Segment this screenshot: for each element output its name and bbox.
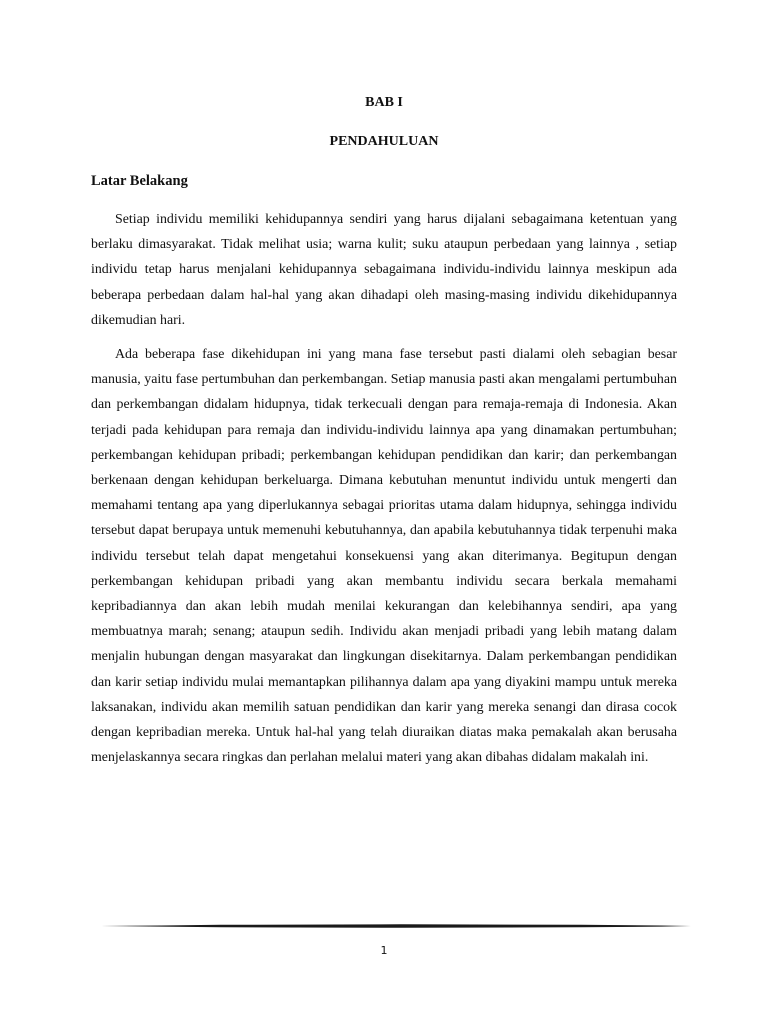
page-number: 1 — [380, 944, 388, 957]
chapter-title: PENDAHULUAN — [329, 134, 439, 149]
chapter-number: BAB I — [365, 95, 403, 110]
body-paragraph-1: Setiap individu memiliki kehidupannya sendiri yang harus dijalani sebagaimana ketentuan yang berlaku dimasyarakat. Tidak melihat usia; warna kulit; suku ataupun perbedaan yang lainnya , setiap individu tetap harus menjalani kehidupannya sebagaimana individu-individu lainnya meskipun ada beberapa perbedaan dalam hal-hal yang akan dihadapi oleh masing-masing individu dikehidupannya dikemudian hari. — [91, 212, 677, 328]
section-heading: Latar Belakang — [91, 173, 188, 189]
body-paragraph-2: Ada beberapa fase dikehidupan ini yang mana fase tersebut pasti dialami oleh sebagian besar manusia, yaitu fase pertumbuhan dan perkembangan. Setiap manusia pasti akan mengalami pertumbuhan dan perkembangan didalam hidupnya, tidak terkecuali dengan para remaja-remaja di Indonesia. Akan terjadi pada kehidupan para remaja dan individu-individu lainnya apa yang dinamakan pertumbuhan; perkembangan kehidupan pribadi; perkembangan kehidupan pendidikan dan karir; dan perkembangan berkenaan dengan kehidupan berkeluarga. Dimana kebutuhan menuntut individu untuk mengerti dan memahami tentang apa yang diperlukannya sebagai prioritas utama dalam hidupnya, sehingga individu tersebut dapat berupaya untuk memenuhi kebutuhannya, dan apabila kebutuhannya tidak terpenuhi maka individu tersebut telah dapat mengetahui konsekuensi yang akan diterimanya. Begitupun dengan perkembangan kehidupan pribadi yang akan membantu individu secara berkala memahami kepribadiannya dan akan lebih mudah menilai kekurangan dan kelebihannya sendiri, apa yang membuatnya marah; senang; ataupun sedih. Individu akan menjadi pribadi yang lebih matang dalam menjalin hubungan dengan masyarakat dan lingkungan disekitarnya. Dalam perkembangan pendidikan dan karir setiap individu mulai memantapkan pilihannya dalam apa yang diyakini mampu untuk mereka laksanakan, individu akan memilih satuan pendidikan dan karir yang mereka senangi dan dirasa cocok dengan kepribadian mereka. Untuk hal-hal yang telah diuraikan diatas maka pemakalah akan berusaha menjelaskannya secara ringkas dan perlahan melalui materi yang akan dibahas didalam makalah ini. — [91, 347, 677, 766]
footer-divider — [101, 924, 691, 928]
